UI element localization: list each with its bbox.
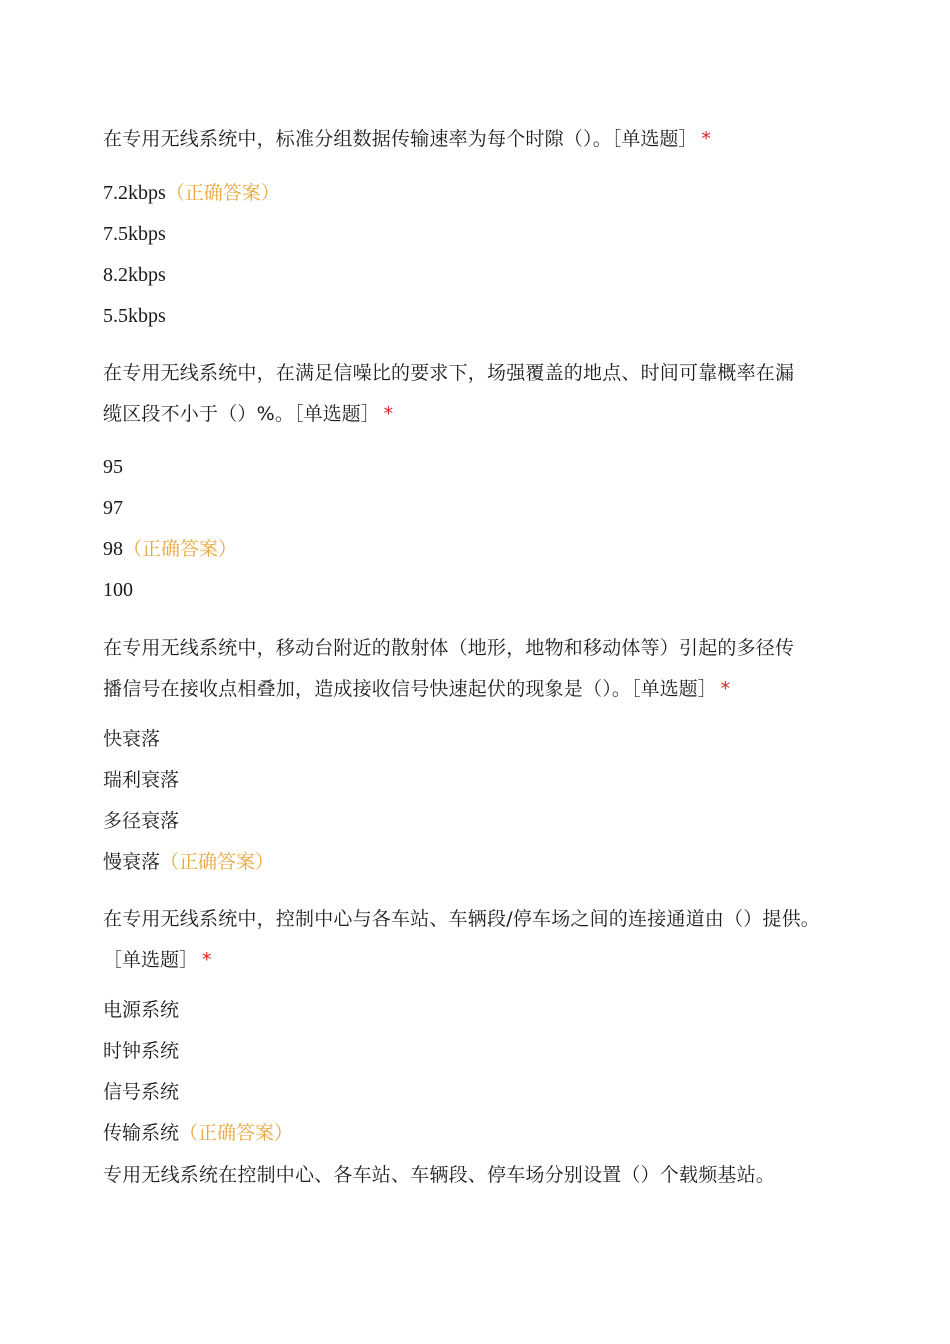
question-3-stem-line1: 在专用无线系统中，移动台附近的散射体（地形，地物和移动体等）引起的多径传: [103, 637, 795, 659]
option-item: [103, 570, 237, 611]
option-item: [103, 990, 293, 1031]
option-label: 97: [103, 497, 123, 519]
question-3-text: [103, 628, 863, 669]
option-label: 传输系统: [103, 1122, 180, 1144]
question-type-tag: ［单选题］: [103, 949, 199, 971]
option-item: [103, 214, 280, 255]
option-item: [103, 529, 237, 570]
question-2-stem-line2: 缆区段不小于（）%。: [103, 403, 295, 425]
question-5-stem: 专用无线系统在控制中心、各车站、车辆段、停车场分别设置（）个载频基站。: [103, 1164, 776, 1186]
question-type-tag: ［单选题］: [294, 403, 380, 425]
question-3-stem-line2: 播信号在接收点相叠加，造成接收信号快速起伏的现象是（）。: [103, 678, 632, 700]
question-1-text: [103, 119, 711, 160]
option-item: [103, 296, 280, 337]
question-4: [103, 899, 883, 981]
option-item: [103, 255, 280, 296]
question-2-options: [103, 447, 237, 611]
correct-answer-mark: （正确答案）: [179, 1122, 294, 1144]
option-label: 快衰落: [103, 728, 161, 750]
required-star: *: [720, 678, 731, 700]
option-label: 信号系统: [103, 1081, 180, 1103]
option-label: 慢衰落: [103, 851, 161, 873]
required-star: *: [202, 949, 212, 971]
option-label: 5.5kbps: [103, 305, 166, 327]
option-label: 95: [103, 456, 123, 478]
option-item: [103, 842, 274, 883]
question-2: [103, 353, 863, 435]
question-2-text-line2: [103, 394, 863, 435]
question-3-text-line2: [103, 669, 863, 710]
correct-answer-mark: （正确答案）: [160, 851, 275, 873]
option-item: [103, 1031, 293, 1072]
required-star: *: [701, 128, 712, 150]
option-item: [103, 1072, 293, 1113]
question-type-tag: ［单选题］: [611, 128, 698, 150]
correct-answer-mark: （正确答案）: [123, 538, 238, 560]
question-3: [103, 628, 863, 710]
question-2-text: [103, 353, 863, 394]
option-label: 8.2kbps: [103, 264, 166, 286]
question-5: [103, 1155, 863, 1196]
option-item: [103, 173, 280, 214]
option-label: 瑞利衰落: [103, 769, 180, 791]
option-item: [103, 760, 274, 801]
question-1-options: [103, 173, 280, 337]
required-star: *: [383, 403, 394, 425]
option-label: 多径衰落: [103, 810, 180, 832]
option-item: [103, 719, 274, 760]
option-item: [103, 801, 274, 842]
question-2-stem-line1: 在专用无线系统中，在满足信噪比的要求下，场强覆盖的地点、时间可靠概率在漏: [103, 362, 795, 384]
question-4-text-line2: [103, 940, 883, 981]
question-4-options: [103, 990, 293, 1154]
question-type-tag: ［单选题］: [631, 678, 717, 700]
question-1-stem: 在专用无线系统中，标准分组数据传输速率为每个时隙（）。: [103, 128, 612, 150]
option-item: [103, 1113, 293, 1154]
option-label: 100: [103, 579, 133, 601]
question-1: [103, 119, 711, 160]
option-item: [103, 488, 237, 529]
option-label: 98: [103, 538, 123, 560]
question-5-text: [103, 1155, 863, 1196]
question-3-options: [103, 719, 274, 883]
option-label: 7.5kbps: [103, 223, 166, 245]
correct-answer-mark: （正确答案）: [165, 182, 280, 204]
question-4-stem-line1: 在专用无线系统中，控制中心与各车站、车辆段/停车场之间的连接通道由（）提供。: [103, 908, 821, 930]
question-4-text: [103, 899, 883, 940]
option-label: 7.2kbps: [103, 182, 166, 204]
option-item: [103, 447, 237, 488]
option-label: 电源系统: [103, 999, 180, 1021]
option-label: 时钟系统: [103, 1040, 180, 1062]
